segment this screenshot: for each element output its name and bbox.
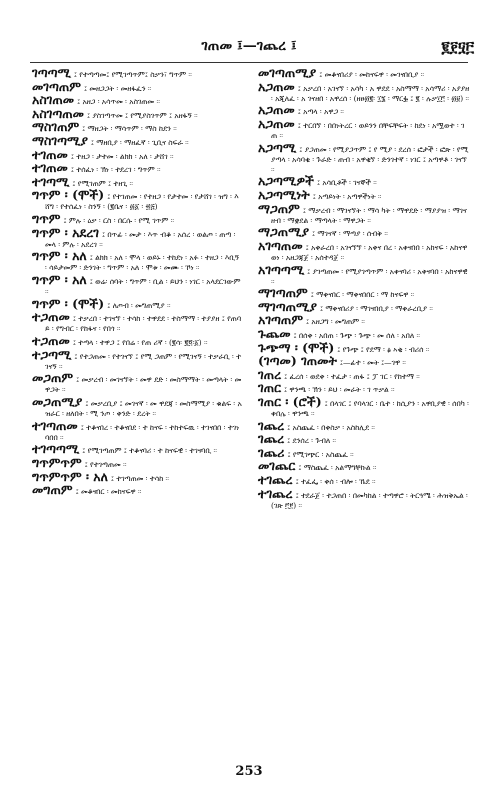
dictionary-entry (258, 115, 470, 141)
dictionary-entry (258, 78, 470, 104)
entry-headword: አጋጠመ (258, 78, 295, 94)
entry-definition: ፤ አጣይነት ፡ አጣዋችነት ። (312, 191, 382, 201)
entry-headword: ገጠር (258, 380, 282, 396)
entry-definition: ፤ ተጣላ ፡ ተዋጋ ፤ የበሬ ፡ የጠ ሪኛ ፡ (፪ሳ፡ ፪፬፡፩) ። (72, 337, 208, 347)
entry-headword: አጋጣሚነት (258, 186, 310, 202)
entry-headword: ገጨሪ (258, 444, 285, 460)
entry-headword: ጉጨመ (258, 325, 291, 341)
entry-definition: ፤ ማዘቢያ ፡ ማዘፈኛ ፡ ጊቢና ስፍራ ። (90, 137, 189, 147)
entry-definition: ፤ ለጦብ ፡ መግጠሚያ ። (107, 300, 171, 310)
entry-headword: መግጠም (32, 482, 73, 498)
entry-definition: ፤ ማቀናበር ፡ ማቀናበበር ፡ ማ ከናፍዋ ። (310, 290, 415, 300)
entry-headword: ጉጭማ ፡ (ሞች) (258, 339, 335, 355)
entry-headword: ግጥም ፡ (ሞች) (32, 187, 105, 203)
entry-definition: ፤ ያገጣጠመ ፡ የሚያገጣጥም ፡ አቀናባሪ ፡ አቀናባበ ፡ አከናዋዊ ። (271, 266, 468, 286)
left-column (32, 65, 242, 499)
entry-headword: ማገጣጠሚያ (258, 298, 317, 314)
entry-headword: መገጣጠሚያ (258, 65, 317, 80)
entry-definition: ፤ በላገር ፤ የባላገር ፡ ቤተ ፡ ከሲያን ፡ አዋቢያዊ ፡ ሰበካ ፡ ቀበሌ ፡ ዋንጫ ። (271, 398, 469, 419)
entry-definition: ፤ ተዘጋ ፡ ታተመ ፡ ልክክ ፡ አለ ፡ ታሸገ ። (70, 151, 174, 161)
entry-headword: ገጨረ (258, 417, 285, 433)
entry-definition: ፤ የተገጠመ ፡ የተዘጋ ፡ የታተመ ፡ የታሸገ ፡ ዝግ ፡ እሸግ ፡ የተሰፈነ ፡ ስንኝ ፡ (፪ቤና ፡ ፴፩ ፡ ፳፭) (45, 192, 239, 212)
entry-definition: ፤ ተቃረበ ፡ ተገናኘ ፡ ተሳከ ፡ ተዋደደ ፡ ተስማማ ፡ ተያያዘ ፤ የጠባይ ፡ የግብር ፡ የከፋና ፡ የበጎ ። (45, 314, 242, 334)
entry-headword: ተገጨረ (258, 485, 293, 501)
entry-definition: ፤ አዘጋ ፡ አሳጥመ ፡ አስገጠመ ። (77, 97, 160, 107)
entry-headword: ገጨረ (258, 431, 285, 447)
entry-headword: አስገጣጠመ (32, 105, 84, 121)
entry-definition: ፤ ደንሰረ ፡ ጉብለ ። (287, 436, 336, 446)
dictionary-entry (32, 370, 242, 395)
entry-definition: ፤ መቃረብ ፡ መገናኘት ፡ መዋ ደድ ፡ መስማማት ፡ መጣላት ፡ መዋጋት ። (45, 375, 242, 395)
entry-definition: ፤ አሳቢቶች ፡ ገናኞች ። (316, 178, 377, 188)
entry-definition: ፤ የጉጭ ፤ የደማ ፡ ፅ ኣቂ ፡ ብሪሰ ። (337, 344, 430, 354)
entry-headword: አገጣጣሚ (258, 261, 305, 277)
entry-definition: ፤ አቃረበ ፡ አገናኘ ፡ አሳካ ፡ አ ዋደደ ፡ አስማማ ፡ አሳማሪ ፡ አያያዘ ፡ አጂለፈ ፡ አ ገናዘበ ፡ አዋረሰ ፡ (ዘፀ፴፪፡ ፲፮ ፡ ማርፏ ፤ ፪ ፡ ሉቃ፲፫ ፡ ፴፱) ። (271, 83, 470, 103)
dictionary-entry (32, 346, 242, 372)
entry-headword: መገጣጠም (32, 78, 81, 94)
dictionary-entry (258, 261, 470, 287)
entry-headword: ግጥም ፡ አደረገ (32, 224, 99, 240)
entry-headword: ማገጣጠም (258, 285, 308, 301)
entry-headword: አገጣጠም (258, 312, 303, 328)
entry-headword: ግጥምጥም (32, 454, 82, 470)
dictionary-entry (32, 417, 242, 443)
entry-definition: ፤ መቆናበሪያ ፡ መከናፍዋ ፡ መገናበቢያ ። (319, 70, 425, 79)
entry-definition: ፤ ተደራጀ ፡ ተጋጠበ ፡ በመካከል ፡ ተጣዋሮ ፡ ትርጓሜ ፡ ሕዝቅኤል ፡ (ገጽ ፫፻) ። (271, 490, 468, 510)
entry-headword: መጋጠሚያ (32, 393, 83, 409)
entry-definition: ፤ የተጋጠመ ፡ የተገናኘ ፤ የሚ ጋጠም ፡ የሚገናኝ ፡ ተቃራቢ ፡ ተገናኝ ። (45, 351, 242, 371)
entry-headword: ተገጠመ (32, 160, 68, 176)
entry-definition: ፤ የተገጣጠመ ። (84, 459, 127, 469)
entry-definition: ፤—ፊተ ፡ መት ፤—ገዋ ። (339, 358, 406, 368)
entry-definition: ፤ ተፈፌ ፡ ቀሰ ፡ ብሎ ፡ ኼደ ። (295, 477, 376, 486)
entry-definition: ፤ በጥፊ ፡ መታ ፡ እጥ ብቆ ፡ አሰረ ፡ ወልጦ ፡ ጠጣ ፡ መላ ፡ ምሉ ፡ አደረገ ። (45, 229, 236, 249)
dictionary-entry (258, 237, 470, 263)
entry-headword: ግጥም ፡ አለ (32, 248, 87, 264)
entry-headword: ተገጨረ (258, 472, 293, 487)
entry-headword: አገጣጠመ (258, 237, 303, 253)
entry-headword: መገጨር (258, 458, 296, 474)
entry-definition: ፤ ማስጨፈ ፡ አልማግቸኩል ። (298, 463, 377, 473)
entry-headword: (ገጣመ) ገጠመት (258, 353, 337, 369)
entry-headword: ማጋጠም (258, 200, 300, 216)
header-rule (30, 62, 468, 63)
entry-headword: አጋጣሚ (258, 139, 297, 155)
page-number: 253 (235, 764, 263, 779)
entry-definition: ፤ ተገጣጠመ ፡ ተሳከ ። (110, 473, 169, 483)
dictionary-entry (258, 417, 470, 433)
entry-definition: ፤ ዋንጫ ፡ ኽን ፡ ይህ ፡ መራት ፡ ገ ጥቃል ። (284, 385, 395, 395)
dictionary-entry (32, 272, 242, 297)
dictionary-entry (32, 309, 242, 334)
entry-definition: ፤ የሚገጣጠም ፤ ተቆናባሪ ፡ ተ ከናፍዊ ፡ ተገናባቢ ። (82, 446, 218, 456)
entry-definition: ፤ ወሬ፡ ሰባት ፡ ግጥም ፡ ቢል ፡ ይህን ፡ ነገር ፡ አላደርገውም ። (45, 277, 241, 297)
entry-headword: ገጠር ፡ (ሮች) (258, 393, 322, 409)
entry-headword: ተገጣሚ (32, 173, 70, 189)
entry-definition: ፤ የሚገጭር ፡ አስጨፈ ። (287, 449, 354, 459)
right-column (258, 65, 470, 512)
dictionary-entry (32, 224, 242, 250)
entry-headword: አስገጠመ (32, 92, 75, 108)
entry-definition: ፤ መዘጋጋት ፡ መዘፋፈን ። (83, 83, 152, 93)
entry-headword: አጋጠመ (258, 115, 295, 131)
entry-definition: ፤ የሚገጠም ፤ ተዘጊ ። (72, 178, 133, 188)
dictionary-entry (32, 393, 242, 419)
entry-headword: ተጋጠመ (32, 309, 70, 325)
entry-definition: ፤ ምሉ ፡ ዕቃ ፡ ርስ ፡ በርሱ ፡ የሚ ገጥም ። (63, 216, 175, 226)
dictionary-entry (258, 139, 470, 175)
dictionary-entry (258, 393, 470, 419)
entry-definition: ፤ ተቆናበረ ፡ ተቆናበደ ፡ ተ ከናፍ ፡ ተከተፍዉ ፡ ተገናበበ ፡ ተገነባበበ ። (45, 422, 240, 442)
dictionary-entry (258, 485, 470, 511)
entry-headword: መጋጠም (32, 370, 74, 386)
entry-definition: ፤ አስጨፈ ፡ በቀስቃ ፡ አስከሊደ ። (287, 422, 375, 432)
folio-number: ፪፻፶፫ (441, 38, 474, 56)
entry-definition: ፤ ማቀናበሪያ ፡ ማገናበቢያ ፡ ማቀራረቢያ ። (319, 303, 433, 313)
entry-definition: ፤ ልክክ ፡ አለ ፡ ሞላ ፡ ወይኑ ፡ ተከደነ ፡ አፉ ፡ ተዘጋ ፡ እቢኝ ፡ ሳይታመም ፡ ድንገት ፡ ግጥም ፡ አለ ፡ ሞቱ ፡ መሙ ፡ ኾነ ። (45, 253, 240, 273)
entry-headword: ማስገጣሚያ (32, 132, 88, 148)
entry-headword: ገጣጣሚ (32, 65, 71, 80)
entry-headword: ማጋጠሚያ (258, 224, 310, 240)
entry-headword: ተጋጣሚ (32, 346, 72, 362)
entry-definition: ፤ ፈረሰ ፡ ወደቀ ፡ ተፈታ ፡ ጠፋ ፤ ፓ ገር ፡ የከተማ ። (284, 371, 420, 381)
entry-headword: ተጋጠመ (32, 332, 70, 348)
entry-headword: ግጥም ፡ (ሞች) (32, 295, 105, 311)
entry-headword: አጋጣሚዎች (258, 173, 314, 189)
running-title: ገጠመ ፤—ገጨረ ፤ (201, 38, 297, 54)
dictionary-entry (258, 431, 470, 447)
entry-headword: አጋጠመ (258, 102, 295, 118)
entry-definition: ፤ ማቃረብ ፡ ማገናኘት ፡ ማሳ ካት ፡ ማዋደድ ፡ ማያያዝ ፡ ማገናዘብ ፡ ማቋደል ፡ ማጣላት ፡ ማዋጋት ። (271, 205, 467, 225)
entry-definition: ፤ መቆናበር ፡ መከናፍዋ ። (75, 487, 142, 497)
entry-headword: ተገጠመ (32, 146, 68, 162)
entry-definition: ፤ በሰቀ ፡ አበጠ ፡ ጉጭ ፡ ጉጭ ፡ መ ሰለ ፡ አበለ ። (293, 330, 420, 340)
entry-definition: ፤ አጣላ ፡ አዋጋ ። (297, 107, 344, 117)
entry-definition: ፤ ማገናኛ ፡ ማጣያ ፡ ሰብቅ ። (312, 229, 388, 239)
entry-definition: ፤ የተጣጣመ፤ የሚገጣጥም፤ ስቃን፣ ግጥም ። (73, 70, 192, 79)
entry-headword: ግጥምጥም ፡ አለ (32, 468, 108, 484)
dictionary-entry (32, 187, 242, 212)
entry-definition: ፤ መቃረቢያ ፤ መገናኛ ፡ መ ዋደጃ ፡ መስማሚያ ፡ ቁልፍ ፡ አዝራር ፡ ዘለበት ፡ ሚ ንጦ ፡ ቀንድ ፡ ደረት ። (45, 398, 242, 419)
entry-definition: ፤ አቀራረበ ፡ አገናኘኘ ፡ አቀና በረ ፡ አቀናበበ ፡ አከናፍ ፡ አከናዋወነ ፡ አዘጋጃጀ ፡ አሰተዳጀ ። (271, 242, 468, 262)
entry-definition: ፤ ያስገጣጥመ ፤ የሚያስገጥም ፤ አዘፋኝ ። (86, 110, 198, 120)
entry-definition: ፤ አዘጋግ ፡ መግጠም ። (306, 317, 365, 327)
entry-definition: ፤ ያጋጠመ ፡ የሚያጋጥም ፤ የ ሚያ ፡ ደረሰ ፡ ፎታች ፡ ፎጽ ፡ የሚያጣላ ፡ አሳባቂ ፡ ጉራድ ፡ ጠብ ፡ አዋቂኘ ፡ ድንገተኛ ፡ ነገር ፤ አጣዋቶ ፡ ገናኘ ። (271, 144, 469, 174)
dictionary-entry (32, 248, 242, 273)
entry-headword: ተገጣጠመ (32, 417, 78, 433)
entry-definition: ፤ ተርበኘ ፡ በበነትረር ፡ ወይንን በቸፍቸፍት ፡ ከደነ ፡ አሟወተ ፡ ገጠ ። (271, 120, 465, 140)
dictionary-entry (32, 482, 242, 498)
entry-headword: ግጥም (32, 211, 61, 227)
dictionary-entry (258, 200, 470, 226)
entry-headword: ግጥም ፡ አለ (32, 272, 87, 287)
entry-headword: ተገጣጣሚ (32, 441, 80, 457)
entry-definition: ፤ ተሰፈነ ፡ ኽነ ፡ ተደረገ ፡ ግጥም ። (70, 165, 161, 175)
dictionary-entry (258, 366, 470, 382)
dictionary-entry (258, 353, 470, 369)
page-header (20, 38, 478, 62)
entry-headword: ገጠረ (258, 366, 282, 382)
entry-definition: ፤ ማዘጋት ፡ ማሳጥም ፡ ማስ ከደን ። (82, 124, 177, 134)
entry-headword: ማስገጠም (32, 119, 80, 135)
